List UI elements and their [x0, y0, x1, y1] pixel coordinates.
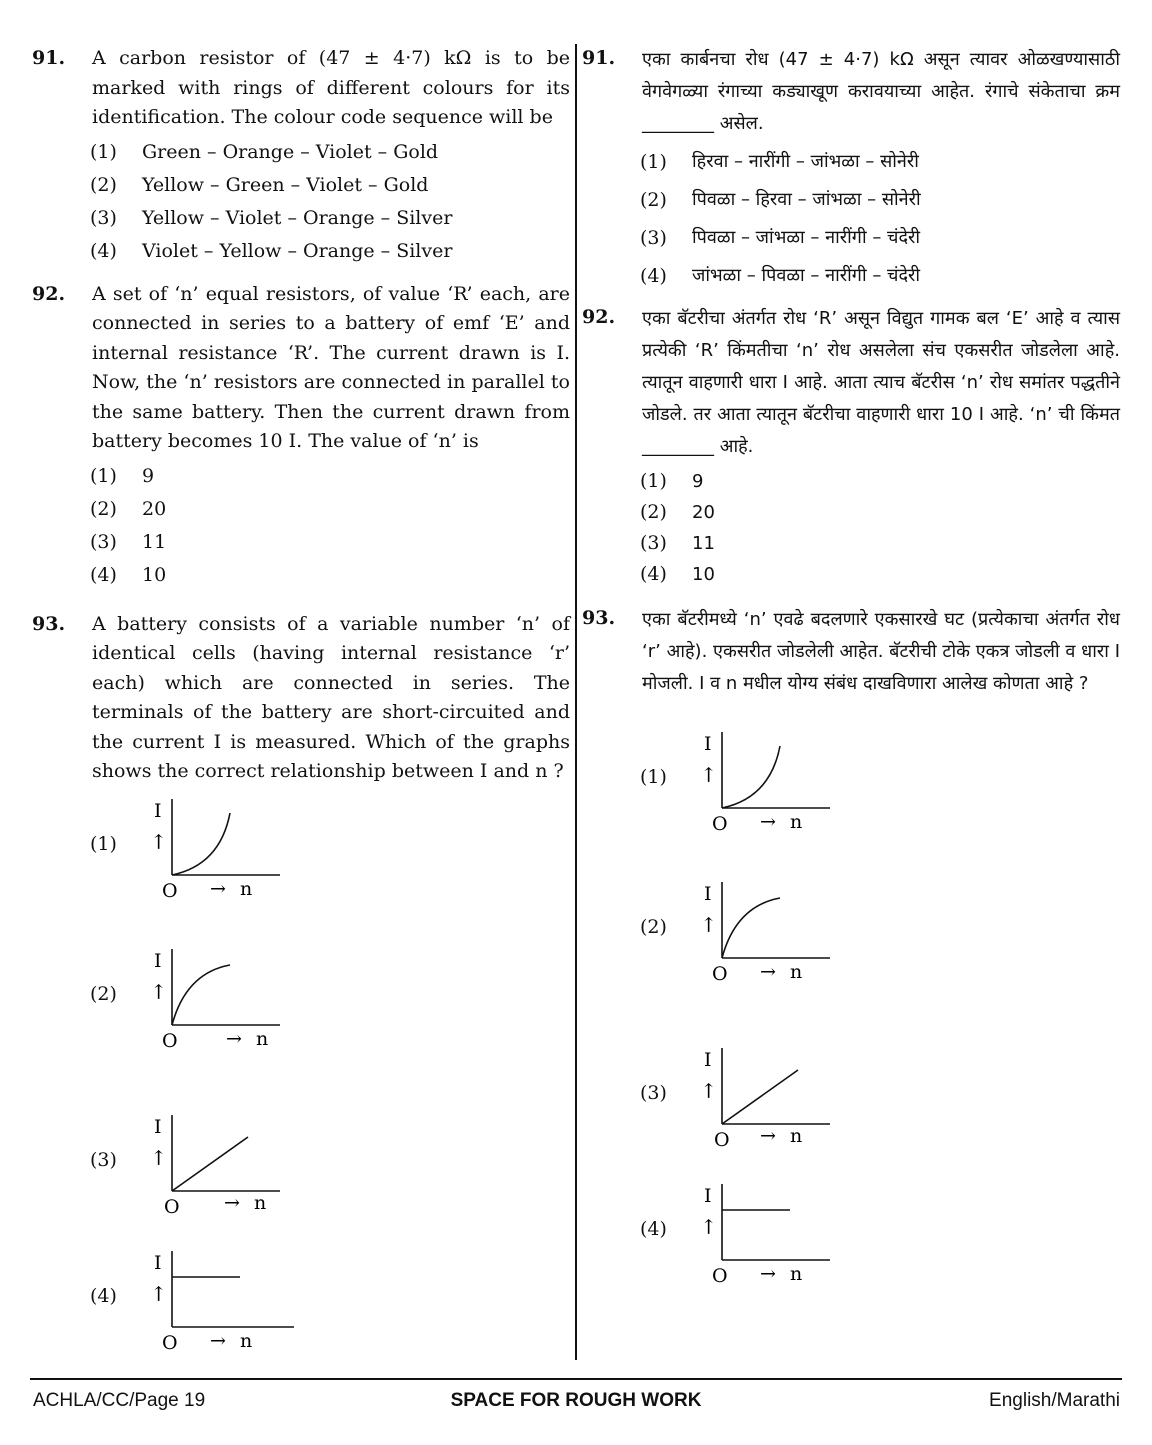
option-1	[90, 136, 570, 169]
graph-option-number: (1)	[640, 766, 667, 788]
graph-curve	[722, 898, 780, 958]
option-text: Yellow – Violet – Orange – Silver	[142, 206, 453, 229]
option-text: 10	[692, 564, 715, 585]
question-92	[582, 303, 1120, 463]
y-axis-label: I	[154, 799, 162, 822]
graph-option-number: (3)	[90, 1148, 117, 1171]
question-93	[582, 604, 1120, 700]
graph-option-3	[32, 1115, 570, 1265]
graph-option-number: (2)	[90, 982, 117, 1005]
right-arrow-icon: →	[760, 1125, 776, 1147]
question-text: A battery consists of a variable number ‘n’ of identical cells (having internal resistance ‘r’ each) which are connected in series. The terminals of the battery are short-circuited and the current I is measured. Which of the graphs shows the correct relationship between I and n ?	[92, 612, 570, 782]
origin-label: O	[712, 1265, 728, 1287]
x-axis-label: n	[790, 1263, 803, 1285]
graph-option-2	[582, 882, 1120, 1032]
option-4	[90, 559, 570, 592]
right-arrow-icon: →	[210, 1329, 226, 1352]
graph-line	[172, 1137, 248, 1191]
x-axis-label: n	[254, 1191, 267, 1214]
origin-label: O	[162, 1029, 178, 1052]
origin-label: O	[164, 1195, 180, 1218]
language-label: English/Marathi	[989, 1390, 1120, 1411]
option-number: (1)	[640, 470, 667, 492]
option-text: 10	[142, 563, 167, 586]
option-number: (4)	[640, 563, 667, 585]
up-arrow-icon: →	[146, 1148, 170, 1166]
option-1	[90, 460, 570, 493]
right-arrow-icon: →	[760, 961, 776, 983]
option-number: (3)	[640, 227, 667, 249]
graph-curve	[172, 813, 230, 875]
graph-line	[722, 1070, 798, 1124]
option-2	[640, 497, 1120, 528]
graph-option-1	[582, 732, 1120, 882]
option-3	[90, 202, 570, 235]
up-arrow-icon: →	[146, 1284, 170, 1302]
question-91	[582, 44, 1120, 140]
question-number: 92.	[32, 282, 66, 305]
question-number: 92.	[582, 306, 616, 328]
origin-label: O	[712, 813, 728, 835]
right-arrow-icon: →	[760, 811, 776, 833]
right-arrow-icon: →	[210, 877, 226, 900]
x-axis-label: n	[790, 961, 803, 983]
x-axis-label: n	[256, 1027, 269, 1050]
question-number: 93.	[582, 607, 616, 629]
option-text: 11	[142, 530, 167, 553]
graph-constant	[146, 1251, 290, 1361]
graph-option-1	[32, 799, 570, 949]
x-axis-label: n	[240, 1329, 253, 1352]
option-text: पिवळा – जांभळा – नारींगी – चंदेरी	[692, 227, 921, 248]
origin-label: O	[162, 879, 178, 902]
option-2	[90, 169, 570, 202]
option-3	[90, 526, 570, 559]
footer-rule	[30, 1378, 1122, 1380]
question-text: एका बॅटरीमध्ये ‘n’ एवढे बदलणारे एकसारखे घट (प्रत्येकाचा अंतर्गत रोध ‘r’ आहे). एकसरीत जोडलेली आहेत. बॅटरीची टोके एकत्र जोडली व धारा I मोजली. I व n मधील योग्य संबंध दाखविणारा आलेख कोणता आहे ?	[642, 609, 1120, 694]
graph-curve	[722, 746, 780, 808]
option-number: (3)	[90, 530, 117, 553]
graph-linear	[696, 1048, 840, 1158]
y-axis-label: I	[704, 883, 712, 905]
option-text: Violet – Yellow – Orange – Silver	[142, 239, 453, 262]
graph-linear	[146, 1115, 290, 1225]
english-column	[32, 44, 570, 1401]
option-text: जांभळा – पिवळा – नारींगी – चंदेरी	[692, 265, 921, 286]
option-4	[640, 559, 1120, 590]
question-91-options	[90, 136, 570, 268]
option-number: (1)	[640, 151, 667, 173]
up-arrow-icon: →	[696, 916, 720, 933]
up-arrow-icon: →	[696, 1218, 720, 1235]
up-arrow-icon: →	[146, 982, 170, 1000]
option-text: 9	[692, 471, 704, 492]
question-91	[32, 44, 570, 133]
option-number: (4)	[640, 265, 667, 287]
question-91-options	[640, 143, 1120, 295]
option-3	[640, 528, 1120, 559]
x-axis-label: n	[790, 1125, 803, 1147]
option-number: (2)	[90, 173, 117, 196]
option-1	[640, 466, 1120, 497]
up-arrow-icon: →	[146, 832, 170, 850]
option-1	[640, 143, 1120, 181]
option-4	[90, 235, 570, 268]
graph-option-3	[582, 1048, 1120, 1198]
rough-work-label: SPACE FOR ROUGH WORK	[450, 1390, 702, 1411]
option-text: पिवळा – हिरवा – जांभळा – सोनेरी	[692, 189, 921, 210]
question-text: A carbon resistor of (47 ± 4·7) kΩ is to be marked with rings of different colours for its identification. The colour code sequence will be	[92, 47, 570, 128]
option-2	[640, 181, 1120, 219]
right-arrow-icon: →	[760, 1263, 776, 1285]
question-text: A set of ‘n’ equal resistors, of value ‘R’ each, are connected in series to a battery of emf ‘E’ and internal resistance ‘R’. The current drawn is I. Now, the ‘n’ resistors are connected in parallel to the same battery. Then the current drawn from battery becomes 10 I. The value of ‘n’ is	[92, 282, 570, 452]
up-arrow-icon: →	[696, 1082, 720, 1099]
y-axis-label: I	[154, 1251, 162, 1274]
option-number: (2)	[90, 497, 117, 520]
column-divider	[575, 44, 577, 1360]
graph-option-number: (3)	[640, 1082, 667, 1104]
option-text: 9	[142, 464, 155, 487]
graph-option-number: (1)	[90, 832, 117, 855]
question-number: 91.	[32, 47, 66, 69]
option-number: (2)	[640, 189, 667, 211]
question-93	[32, 610, 570, 787]
question-92	[32, 280, 570, 457]
option-number: (3)	[90, 206, 117, 229]
right-arrow-icon: →	[226, 1027, 242, 1050]
origin-label: O	[712, 963, 728, 985]
y-axis-label: I	[704, 733, 712, 755]
graph-constant	[696, 1184, 840, 1294]
up-arrow-icon: →	[696, 766, 720, 783]
right-arrow-icon: →	[224, 1191, 240, 1214]
option-number: (1)	[90, 464, 117, 487]
option-number: (1)	[90, 140, 117, 163]
y-axis-label: I	[704, 1049, 712, 1071]
origin-label: O	[162, 1331, 178, 1354]
question-93-graphs	[32, 799, 570, 1401]
option-text: 11	[692, 533, 715, 554]
x-axis-label: n	[240, 877, 253, 900]
graph-option-2	[32, 949, 570, 1099]
question-92-options	[90, 460, 570, 592]
graph-exponential	[146, 799, 290, 909]
option-number: (3)	[640, 532, 667, 554]
graph-option-4	[582, 1184, 1120, 1334]
option-text: 20	[692, 502, 715, 523]
option-text: 20	[142, 497, 167, 520]
y-axis-label: I	[704, 1185, 712, 1207]
option-text: Yellow – Green – Violet – Gold	[142, 173, 429, 196]
origin-label: O	[714, 1129, 730, 1151]
graph-curve	[172, 965, 230, 1025]
question-number: 91.	[582, 47, 616, 69]
graph-option-number: (4)	[90, 1284, 117, 1307]
question-text: एका कार्बनचा रोध (47 ± 4·7) kΩ असून त्यावर ओळखण्यासाठी वेगवेगळ्या रंगाच्या कड्याखूण करावयाच्या आहेत. रंगाचे संकेताचा क्रम ________ असेल.	[642, 49, 1120, 134]
option-3	[640, 219, 1120, 257]
option-text: Green – Orange – Violet – Gold	[142, 140, 439, 163]
y-axis-label: I	[154, 949, 162, 972]
graph-exponential	[696, 732, 840, 842]
graph-option-number: (2)	[640, 916, 667, 938]
option-2	[90, 493, 570, 526]
question-93-graphs	[582, 732, 1120, 1334]
page-number: ACHLA/CC/Page 19	[33, 1390, 206, 1411]
option-number: (4)	[90, 239, 117, 262]
x-axis-label: n	[790, 811, 803, 833]
option-text: हिरवा – नारींगी – जांभळा – सोनेरी	[692, 151, 919, 172]
option-number: (2)	[640, 501, 667, 523]
marathi-column	[582, 44, 1120, 1334]
graph-option-number: (4)	[640, 1218, 667, 1240]
option-number: (4)	[90, 563, 117, 586]
graph-saturating	[146, 949, 290, 1059]
question-92-options	[640, 466, 1120, 590]
graph-saturating	[696, 882, 840, 992]
question-text: एका बॅटरीचा अंतर्गत रोध ‘R’ असून विद्युत गामक बल ‘E’ आहे व त्यास प्रत्येकी ‘R’ किंमतीचा ‘n’ रोध असलेला संच एकसरीत जोडलेला आहे. त्यातून वाहणारी धारा I आहे. आता त्याच बॅटरीस ‘n’ रोध समांतर पद्धतीने जोडले. तर आता त्यातून बॅटरीचा वाहणारी धारा 10 I आहे. ‘n’ ची किंमत ________ आहे.	[642, 308, 1120, 457]
option-4	[640, 257, 1120, 295]
y-axis-label: I	[154, 1115, 162, 1138]
question-number: 93.	[32, 612, 66, 635]
